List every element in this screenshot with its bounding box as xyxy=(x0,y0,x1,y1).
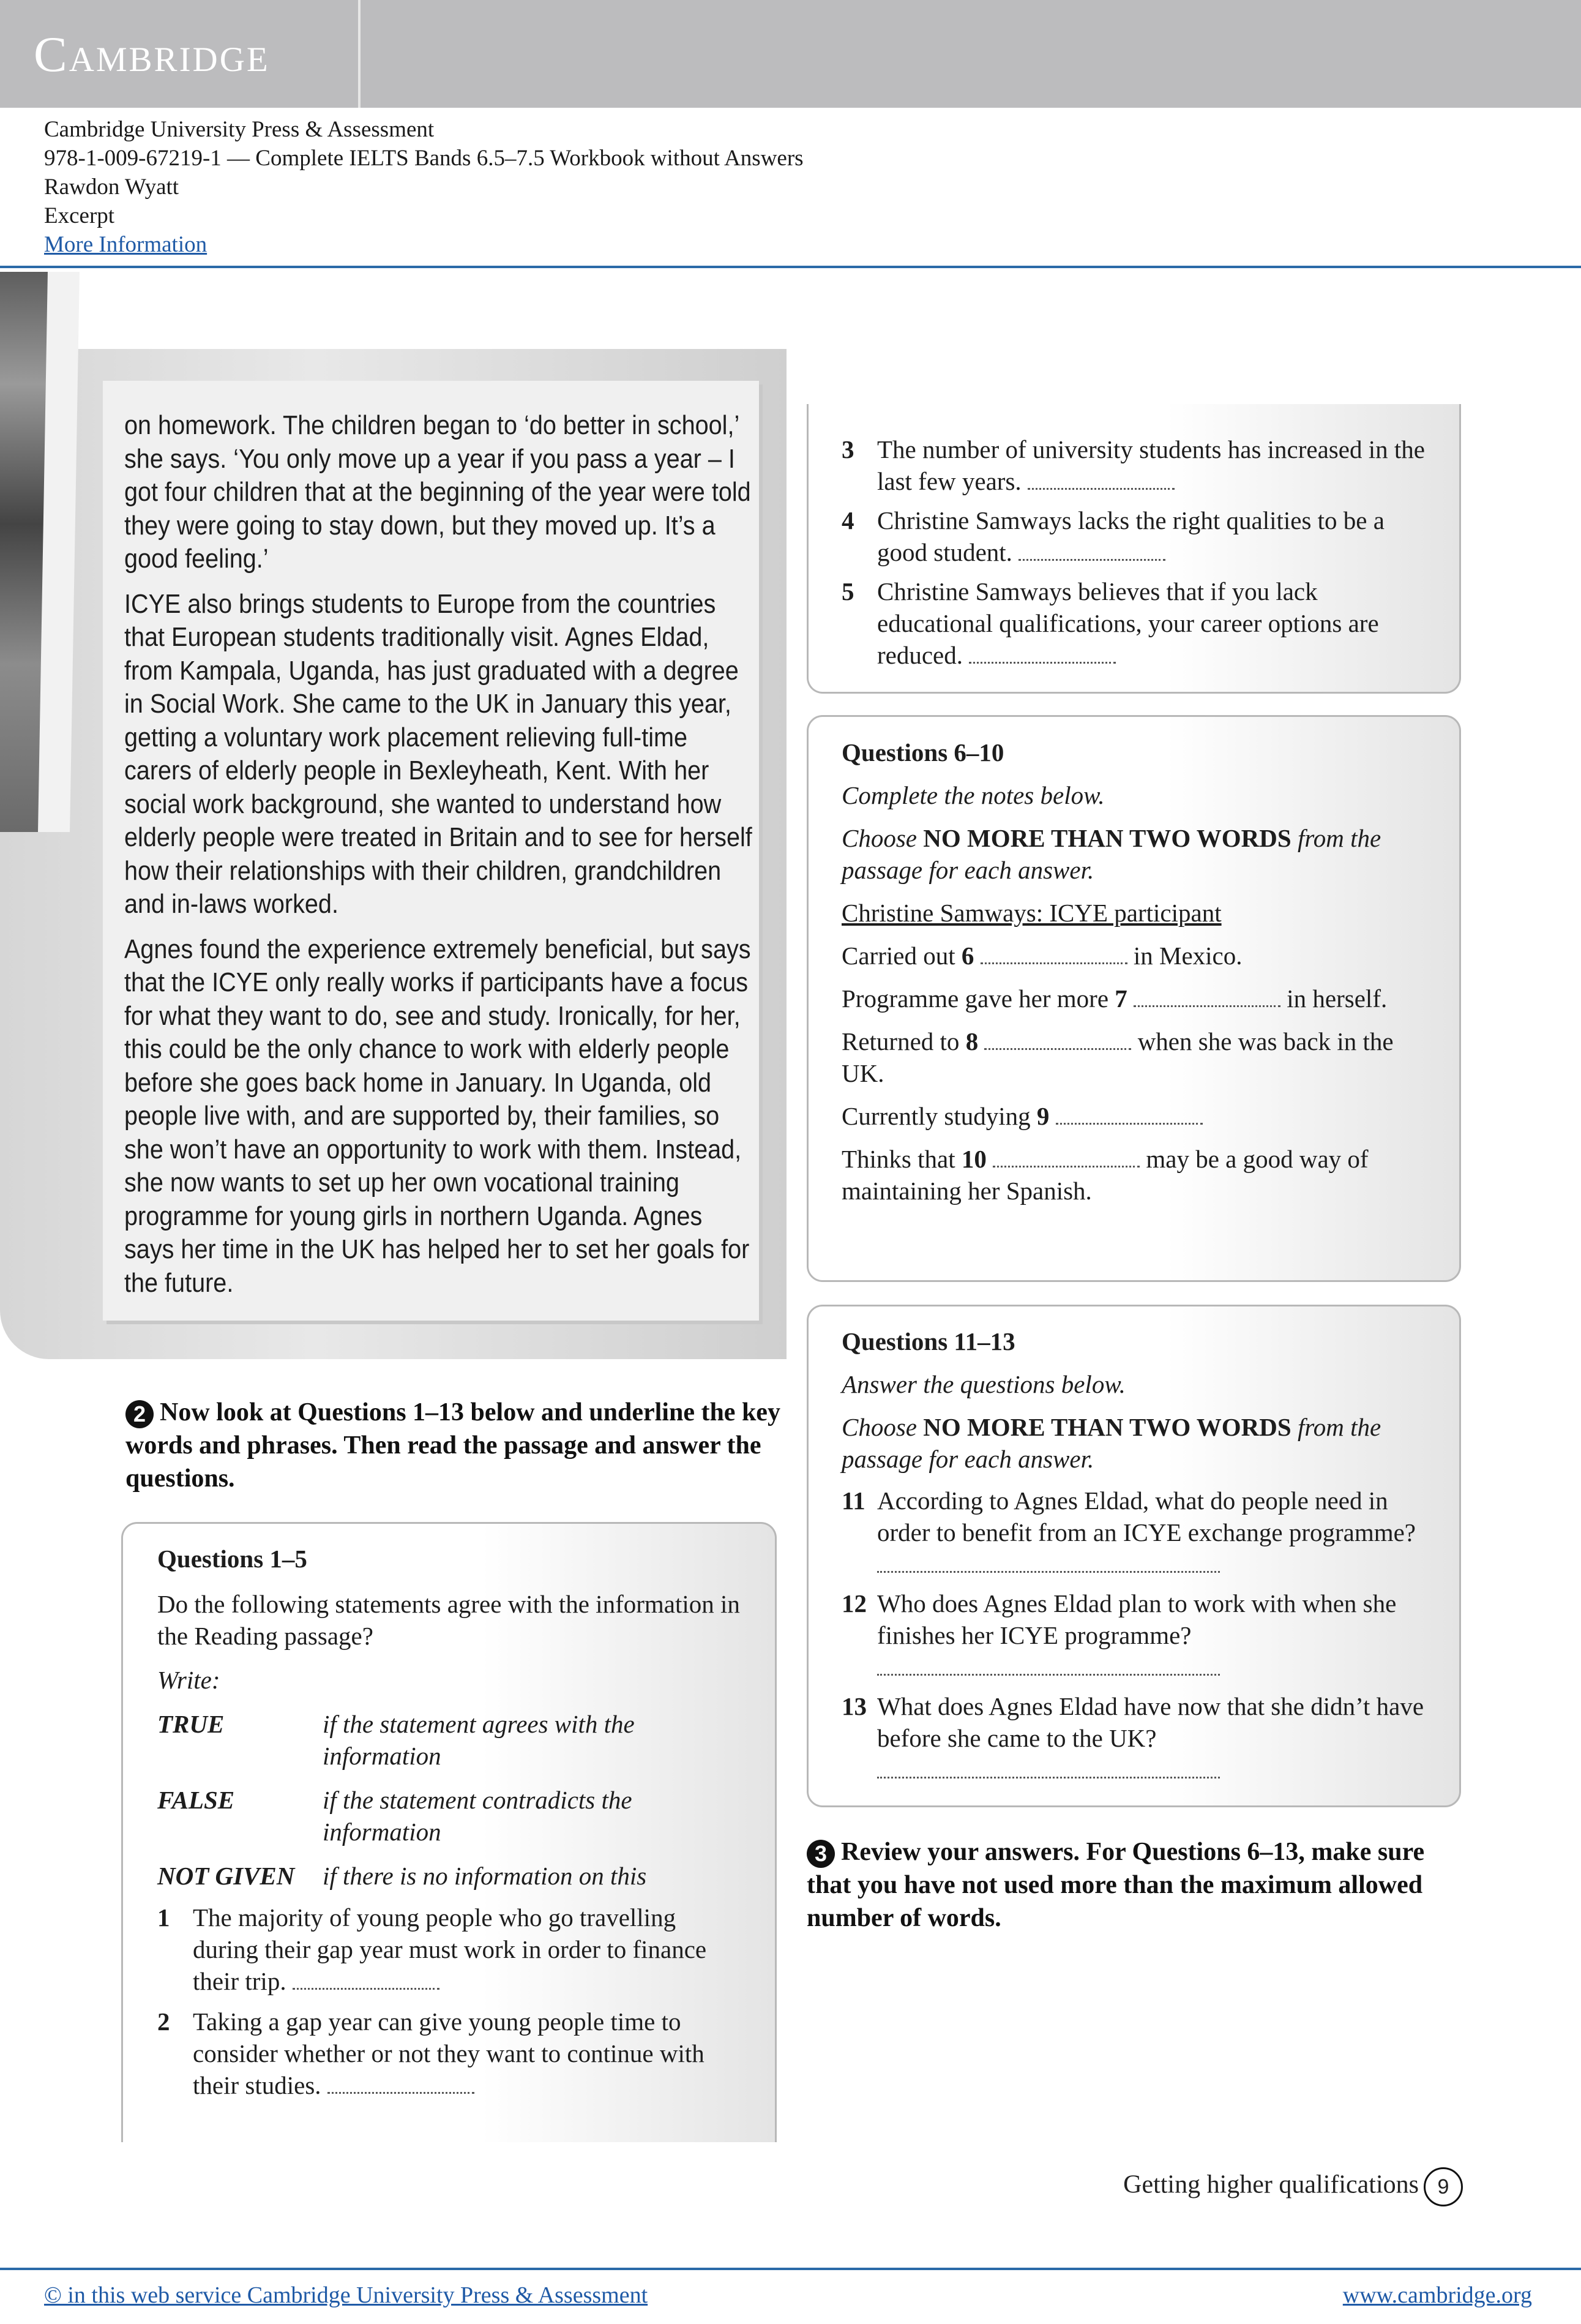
not-given-definition xyxy=(157,1860,745,1892)
questions-6-10-content xyxy=(842,737,1429,1207)
answer-9-blank[interactable] xyxy=(1056,1122,1203,1125)
true-definition xyxy=(157,1708,745,1772)
cambridge-site-link[interactable]: www.cambridge.org xyxy=(1342,2282,1532,2308)
header-rule xyxy=(0,266,1581,268)
not-given-desc: if there is no information on this xyxy=(323,1862,647,1890)
book-title: 978-1-009-67219-1 — Complete IELTS Bands 6.5–7.5 Workbook without Answers xyxy=(44,146,804,171)
questions-6-10-instruction-2 xyxy=(842,822,1429,886)
note-8-text: Returned to xyxy=(842,1027,966,1055)
answer-5-blank[interactable] xyxy=(969,661,1116,664)
note-8-text-end: when she was back in the UK. xyxy=(842,1027,1394,1087)
answer-3-blank[interactable] xyxy=(1028,487,1175,490)
question-12 xyxy=(842,1587,1429,1683)
question-3 xyxy=(842,433,1429,497)
note-7-text-end: in herself. xyxy=(1280,984,1388,1013)
question-11 xyxy=(842,1485,1429,1580)
header-divider xyxy=(358,0,361,108)
answer-10-blank[interactable] xyxy=(993,1165,1140,1168)
cambridge-logo: Cambridge xyxy=(34,26,270,82)
answer-6-blank[interactable] xyxy=(981,962,1127,964)
question-1-number: 1 xyxy=(157,1903,170,1932)
questions-6-10-instruction-1: Complete the notes below. xyxy=(842,781,1105,809)
question-2 xyxy=(157,2006,745,2101)
author: Rawdon Wyatt xyxy=(44,174,179,200)
answer-13-blank[interactable] xyxy=(877,1776,1220,1779)
true-label: TRUE xyxy=(157,1710,225,1738)
passage-paragraph-2: ICYE also brings students to Europe from the countries that European students traditionally visit. Agnes Eldad, from Kampala, Uganda, has just graduated with a degree in Social Work. She came to the UK in January this year, getting a voluntary work placement relieving full-time carers of elderly people in Bexleyheath, Kent. With her social work background, she wanted to understand how elderly people were treated in Britain and to see for herself how their relationships with their children, grandchildren and in-laws worked. xyxy=(124,588,752,919)
question-4-text: Christine Samways lacks the right qualities to be a good student. xyxy=(877,506,1385,566)
more-information-link[interactable] xyxy=(44,233,207,256)
questions-1-5-content xyxy=(157,1543,745,2101)
instr-emphasis: NO MORE THAN TWO WORDS xyxy=(923,1413,1291,1441)
step-3-number-icon: 3 xyxy=(807,1840,835,1868)
note-7-text: Programme gave her more xyxy=(842,984,1115,1013)
not-given-label: NOT GIVEN xyxy=(157,1862,295,1890)
answer-4-blank[interactable] xyxy=(1018,558,1165,561)
questions-3-5-content xyxy=(842,433,1429,671)
step-2-instruction xyxy=(125,1396,780,1495)
passage-paragraph-1: on homework. The children began to ‘do better in school,’ she says. ‘You only move up a year if you pass a year – I got four children that at the beginning of the year were told they were going to stay down, but they moved up. It’s a good feeling.’ xyxy=(124,410,751,574)
excerpt-label: Excerpt xyxy=(44,203,115,228)
answer-1-blank[interactable] xyxy=(293,1987,439,1990)
questions-11-13-instruction-2 xyxy=(842,1411,1429,1475)
publisher: Cambridge University Press & Assessment xyxy=(44,117,435,142)
question-12-text: Who does Agnes Eldad plan to work with when she finishes her ICYE programme? xyxy=(877,1589,1397,1649)
section-title: Getting higher qualifications xyxy=(1123,2170,1419,2199)
note-10 xyxy=(842,1143,1429,1207)
page-number: 9 xyxy=(1424,2167,1463,2206)
passage-paragraph-3: Agnes found the experience extremely beneficial, but says that the ICYE only really works if participants have a focus for what they want to do, see and study. Ironically, for her, this could be the only chance to work with elderly people before she goes back home in January. In Uganda, old people live with, and are supported by, their families, so she won’t have an opportunity to work with them. Instead, she now wants to set up her own vocational training programme for young girls in northern Uganda. Agnes says her time in the UK has helped her to set her goals for the future. xyxy=(124,934,751,1298)
question-5-text: Christine Samways believes that if you lack educational qualifications, your career options are reduced. xyxy=(877,577,1379,669)
note-8-number: 8 xyxy=(965,1027,979,1055)
answer-12-blank[interactable] xyxy=(877,1673,1220,1676)
instr-part: from the passage for each answer. xyxy=(842,824,1381,884)
question-3-text: The number of university students has increased in the last few years. xyxy=(877,435,1425,495)
step-2-number-icon: 2 xyxy=(125,1400,154,1428)
question-1 xyxy=(157,1902,745,1997)
question-4 xyxy=(842,504,1429,568)
note-9-number: 9 xyxy=(1036,1102,1050,1130)
note-8 xyxy=(842,1025,1429,1089)
answer-8-blank[interactable] xyxy=(984,1048,1131,1050)
questions-6-10-title: Questions 6–10 xyxy=(842,738,1004,767)
question-13-number: 13 xyxy=(842,1692,867,1720)
step-3-instruction xyxy=(807,1835,1456,1935)
more-information-label[interactable]: More Information xyxy=(44,232,207,257)
false-label: FALSE xyxy=(157,1786,235,1814)
answer-2-blank[interactable] xyxy=(327,2091,474,2094)
note-9 xyxy=(842,1100,1429,1132)
question-4-number: 4 xyxy=(842,506,854,534)
question-12-number: 12 xyxy=(842,1589,867,1617)
question-1-text: The majority of young people who go travelling during their gap year must work in order to finance their trip. xyxy=(193,1903,707,1995)
question-11-text: According to Agnes Eldad, what do people need in order to benefit from an ICYE exchange programme? xyxy=(877,1486,1416,1546)
notes-heading: Christine Samways: ICYE participant xyxy=(842,899,1222,927)
note-6-text: Carried out xyxy=(842,942,962,970)
copyright-link[interactable]: © in this web service Cambridge University Press & Assessment xyxy=(44,2282,648,2308)
page-footer xyxy=(1016,2167,1463,2206)
questions-1-5-title: Questions 1–5 xyxy=(157,1545,307,1573)
instr-part: Choose xyxy=(842,824,924,852)
step-2-text: Now look at Questions 1–13 below and underline the key words and phrases. Then read the passage and answer the questions. xyxy=(125,1398,780,1493)
question-5 xyxy=(842,575,1429,671)
question-11-number: 11 xyxy=(842,1486,865,1515)
note-9-text: Currently studying xyxy=(842,1102,1037,1130)
question-3-number: 3 xyxy=(842,435,854,463)
question-13-text: What does Agnes Eldad have now that she didn’t have before she came to the UK? xyxy=(877,1692,1424,1752)
note-6-text-end: in Mexico. xyxy=(1127,942,1243,970)
note-10-text-end: may be a good way of maintaining her Spanish. xyxy=(842,1145,1369,1205)
instr-emphasis: NO MORE THAN TWO WORDS xyxy=(923,824,1291,852)
questions-1-5-intro: Do the following statements agree with the information in the Reading passage? xyxy=(157,1590,740,1650)
question-2-number: 2 xyxy=(157,2007,170,2036)
step-3-text: Review your answers. For Questions 6–13, make sure that you have not used more than the maximum allowed number of words. xyxy=(807,1838,1425,1932)
question-2-text: Taking a gap year can give young people time to consider whether or not they want to continue with their studies. xyxy=(193,2007,705,2099)
questions-11-13-instruction-1: Answer the questions below. xyxy=(842,1370,1126,1398)
note-6 xyxy=(842,940,1429,972)
footer-rule xyxy=(0,2268,1581,2270)
note-7 xyxy=(842,983,1429,1014)
answer-11-blank[interactable] xyxy=(877,1570,1220,1573)
note-6-number: 6 xyxy=(961,942,974,970)
questions-11-13-content xyxy=(842,1325,1429,1786)
write-label: Write: xyxy=(157,1666,220,1694)
note-10-text: Thinks that xyxy=(842,1145,962,1173)
note-7-number: 7 xyxy=(1115,984,1127,1013)
instr-part: Choose xyxy=(842,1413,924,1441)
reading-passage xyxy=(124,409,752,1311)
questions-11-13-title: Questions 11–13 xyxy=(842,1327,1015,1355)
answer-7-blank[interactable] xyxy=(1134,1005,1280,1007)
note-10-number: 10 xyxy=(961,1145,987,1173)
false-desc: if the statement contradicts the information xyxy=(323,1786,632,1846)
question-5-number: 5 xyxy=(842,577,854,605)
instr-part: from the passage for each answer. xyxy=(842,1413,1381,1473)
true-desc: if the statement agrees with the information xyxy=(323,1710,635,1770)
question-13 xyxy=(842,1690,1429,1786)
false-definition xyxy=(157,1784,745,1848)
